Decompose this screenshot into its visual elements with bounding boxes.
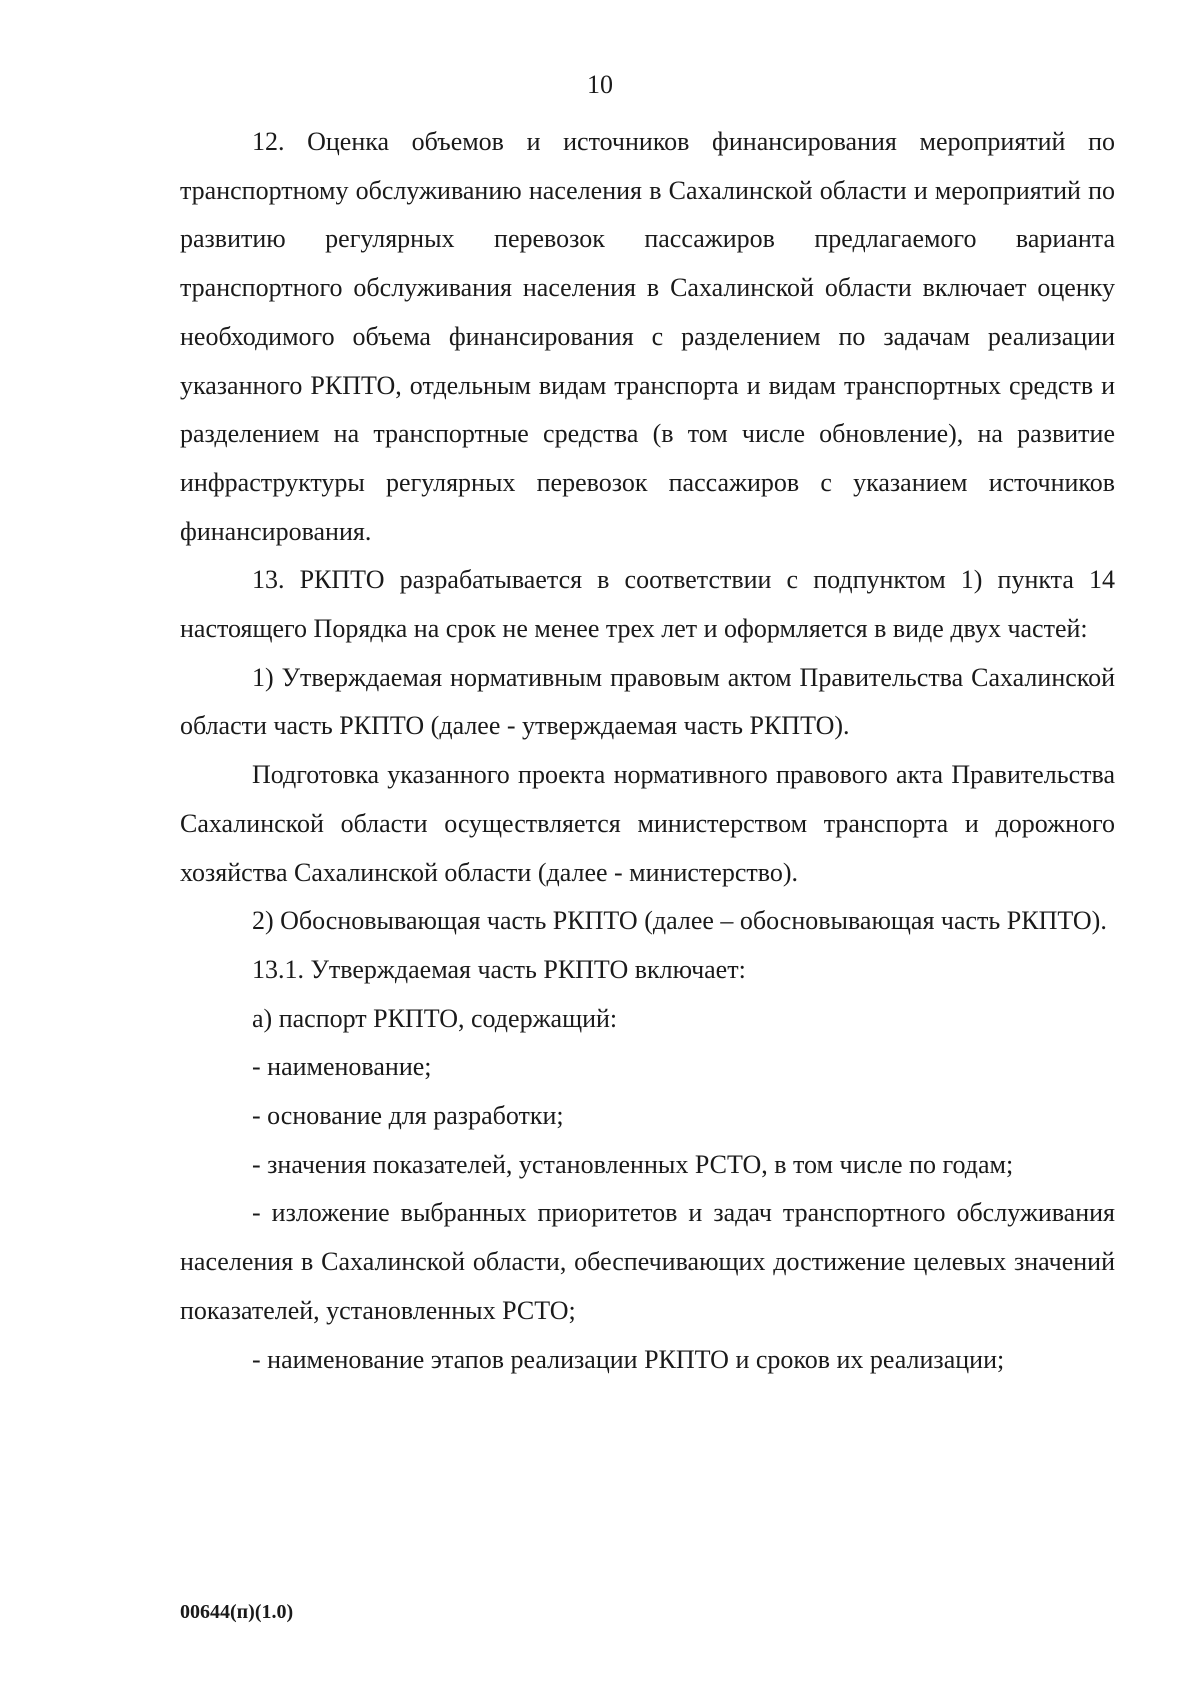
paragraph-13-part-2: 2) Обосновывающая часть РКПТО (далее – обосновывающая часть РКПТО). — [252, 906, 1107, 936]
paragraph-13-part-1: 1) Утверждаемая нормативным правовым актом Правительства Сахалинской области часть РКПТО (далее - утверждаемая часть РКПТО). — [180, 662, 1115, 741]
list-item-name: - наименование; — [252, 1052, 432, 1082]
paragraph-13-1: 13.1. Утверждаемая часть РКПТО включает: — [252, 954, 746, 984]
page-number: 10 — [587, 70, 613, 99]
list-item-stages: - наименование этапов реализации РКПТО и сроков их реализации; — [252, 1344, 1005, 1374]
list-item-passport: а) паспорт РКПТО, содержащий: — [252, 1003, 618, 1033]
paragraph-13: 13. РКПТО разрабатывается в соответствии с подпунктом 1) пункта 14 настоящего Порядка на срок не менее трех лет и оформляется в виде двух частей: — [180, 565, 1115, 644]
paragraph-12: 12. Оценка объемов и источников финансирования мероприятий по транспортному обслуживанию населения в Сахалинской области и мероприятий по развитию регулярных перевозок пассажиров предлагаемого варианта транспортного обслуживания населения в Сахалинской области включает оценку необходимого объема финансирования с разделением по задачам реализации указанного РКПТО, отдельным видам транспорта и видам транспортных средств и разделением на транспортные средства (в том числе обновление), на развитие инфраструктуры регулярных перевозок пассажиров с указанием источников финансирования. — [180, 127, 1115, 546]
list-item-basis: - основание для разработки; — [252, 1101, 564, 1131]
paragraph-preparation: Подготовка указанного проекта нормативного правового акта Правительства Сахалинской области осуществляется министерством транспорта и дорожного хозяйства Сахалинской области (далее - министерство). — [180, 760, 1115, 887]
list-item-priorities: - изложение выбранных приоритетов и задач транспортного обслуживания населения в Сахалинской области, обеспечивающих достижение целевых значений показателей, установленных РСТО; — [180, 1198, 1115, 1325]
list-item-indicators: - значения показателей, установленных РСТО, в том числе по годам; — [252, 1149, 1014, 1179]
document-body — [180, 118, 1115, 1384]
document-code: 00644(п)(1.0) — [180, 1601, 294, 1623]
